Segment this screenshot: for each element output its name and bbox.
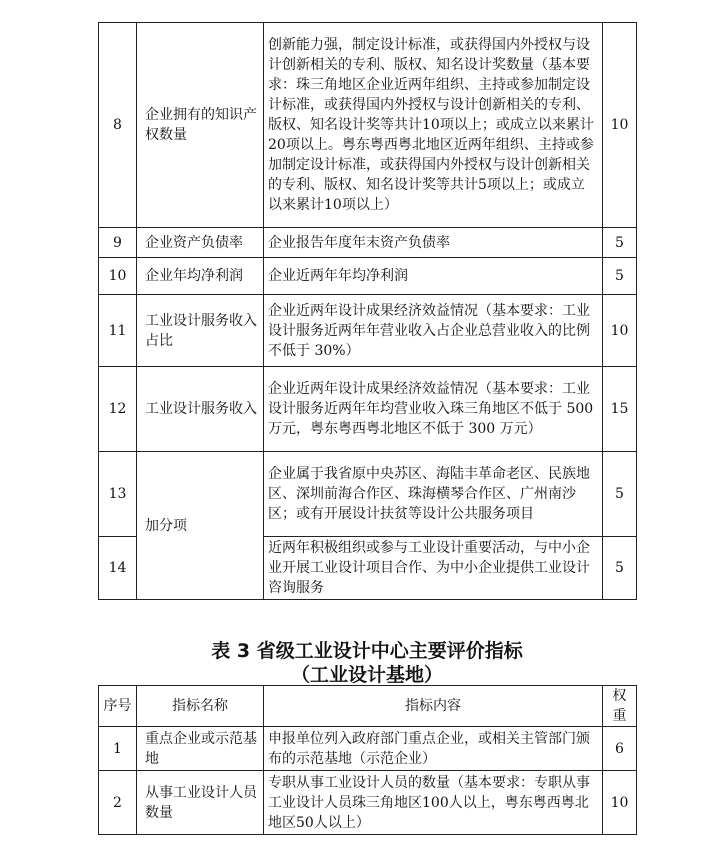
evaluation-table-2 — [98, 22, 637, 600]
row-number: 9 — [99, 228, 137, 258]
row-number: 12 — [99, 367, 137, 452]
table-row — [99, 367, 637, 452]
indicator-weight: 5 — [603, 258, 637, 295]
table-row — [99, 295, 637, 367]
indicator-weight: 15 — [603, 367, 637, 452]
indicator-name: 工业设计服务收入 — [137, 367, 264, 452]
indicator-weight: 10 — [603, 295, 637, 367]
indicator-content: 企业近两年设计成果经济效益情况（基本要求：工业设计服务近两年年营业收入占企业总营业收入的比例不低于 30%） — [264, 295, 603, 367]
indicator-name: 工业设计服务收入占比 — [137, 295, 264, 367]
indicator-name: 企业拥有的知识产权数量 — [137, 23, 264, 228]
row-number: 14 — [99, 537, 137, 600]
table-subtitle: （工业设计基地） — [290, 664, 443, 686]
table-row — [99, 23, 637, 228]
row-number: 11 — [99, 295, 137, 367]
row-number: 13 — [99, 452, 137, 537]
indicator-content: 近两年积极组织或参与工业设计重要活动，与中小企业开展工业设计项目合作、为中小企业提供工业设计咨询服务 — [264, 537, 603, 600]
indicator-name: 从事工业设计人员数量 — [137, 771, 264, 835]
indicator-name: 企业资产负债率 — [137, 228, 264, 258]
indicator-content: 企业近两年设计成果经济效益情况（基本要求：工业设计服务近两年年均营业收入珠三角地区不低于 500 万元，粤东粤西粤北地区不低于 300 万元） — [264, 367, 603, 452]
row-number: 8 — [99, 23, 137, 228]
header-name: 指标名称 — [137, 686, 264, 727]
indicator-content: 申报单位列入政府部门重点企业，或相关主管部门颁布的示范基地（示范企业） — [264, 727, 603, 771]
table-row — [99, 228, 637, 258]
indicator-weight: 6 — [603, 727, 637, 771]
indicator-weight: 5 — [603, 537, 637, 600]
table-row — [99, 771, 637, 835]
table-header-row — [99, 686, 637, 727]
row-number: 2 — [99, 771, 137, 835]
header-number: 序号 — [99, 686, 137, 727]
indicator-content: 创新能力强，制定设计标准，或获得国内外授权与设计创新相关的专利、版权、知名设计奖数量（基本要求：珠三角地区企业近两年组织、主持或参加制定设计标准，或获得国内外授权与设计创新相关的专利、版权、知名设计奖等共计10项以上；或成立以来累计20项以上。粤东粤西粤北地区近两年组织、主持或参加制定设计标准，或获得国内外授权与设计创新相关的专利、版权、知名设计奖等共计5项以上；或成立以来累计10项以上） — [264, 23, 603, 228]
table-row — [99, 452, 637, 537]
row-number: 10 — [99, 258, 137, 295]
indicator-name: 企业年均净利润 — [137, 258, 264, 295]
header-weight: 权重 — [603, 686, 637, 727]
evaluation-table-3 — [98, 685, 637, 835]
indicator-content: 企业近两年年均净利润 — [264, 258, 603, 295]
indicator-content: 企业属于我省原中央苏区、海陆丰革命老区、民族地区、深圳前海合作区、珠海横琴合作区、广州南沙区；或有开展设计扶贫等设计公共服务项目 — [264, 452, 603, 537]
bonus-items-label: 加分项 — [137, 452, 264, 600]
header-content: 指标内容 — [264, 686, 603, 727]
indicator-content: 企业报告年度年末资产负债率 — [264, 228, 603, 258]
table-row — [99, 258, 637, 295]
row-number: 1 — [99, 727, 137, 771]
indicator-weight: 5 — [603, 228, 637, 258]
indicator-weight: 10 — [603, 771, 637, 835]
table-row — [99, 727, 637, 771]
table-title: 表 3 省级工业设计中心主要评价指标 — [211, 640, 523, 662]
indicator-weight: 5 — [603, 452, 637, 537]
indicator-content: 专职从事工业设计人员的数量（基本要求：专职从事工业设计人员珠三角地区100人以上，粤东粤西粤北地区50人以上） — [264, 771, 603, 835]
indicator-weight: 10 — [603, 23, 637, 228]
indicator-name: 重点企业或示范基地 — [137, 727, 264, 771]
